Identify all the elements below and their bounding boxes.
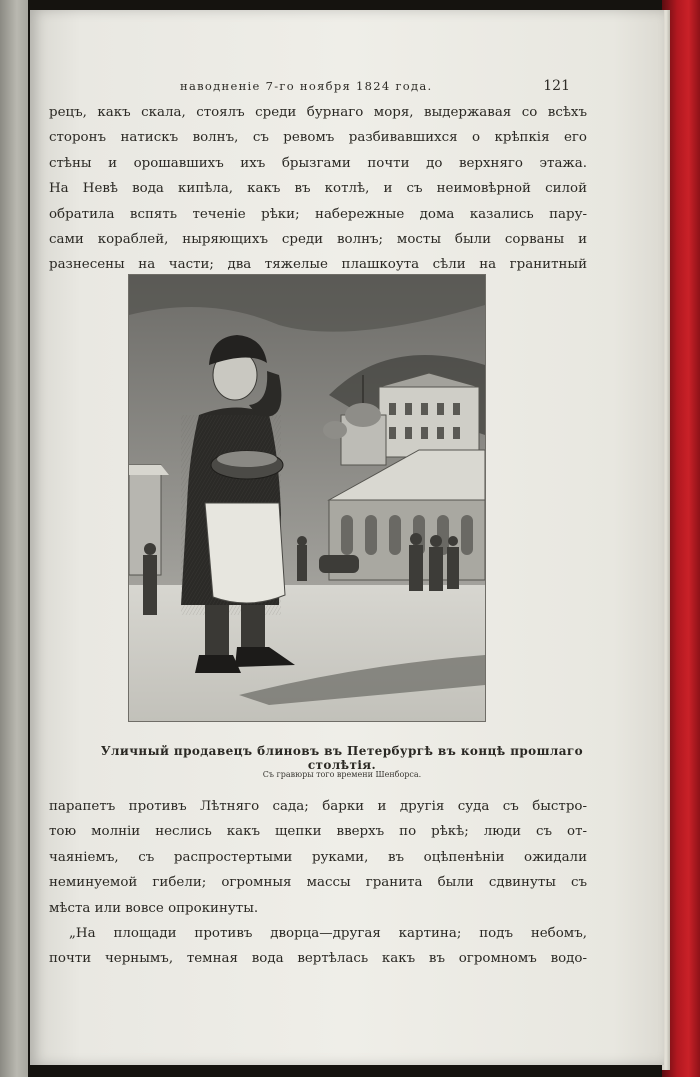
text-line: неминуемой гибели; огромныя массы гранита были сдвинуты съ bbox=[49, 875, 587, 891]
text-line: обратила вспять теченіе рѣки; набережные дома казались пару- bbox=[49, 206, 587, 222]
text-line: разнесены на части; два тяжелые плашкоута сѣли на гранитный bbox=[49, 257, 587, 273]
text-line: тою молніи неслись какъ щепки вверхъ по рѣкѣ; люди съ от- bbox=[49, 824, 587, 840]
running-head bbox=[180, 78, 570, 94]
text-line: рецъ, какъ скала, стоялъ среди бурнаго моря, выдержавая со всѣхъ bbox=[49, 105, 587, 120]
engraving-illustration bbox=[128, 274, 486, 722]
text-line: „На площади противъ дворца—другая картина; подъ небомъ, bbox=[69, 926, 587, 942]
text-line: чаяніемъ, съ распростертыми руками, въ оцѣпенѣніи ожидали bbox=[49, 849, 587, 865]
running-title: наводненіе 7-го ноября 1824 года. bbox=[180, 79, 433, 93]
text-line: парапетъ противъ Лѣтняго сада; барки и другія суда съ быстро- bbox=[49, 799, 587, 814]
body-text-top bbox=[49, 100, 587, 278]
text-line: мѣста или вовсе опрокинуты. bbox=[49, 900, 259, 916]
text-line: сторонъ натискъ волнъ, съ ревомъ разбивавшихся о крѣпкія его bbox=[49, 130, 587, 146]
text-line: На Невѣ вода кипѣла, какъ въ котлѣ, и съ неимовѣрной силой bbox=[49, 181, 587, 197]
text-line: почти чернымъ, темная вода вертѣлась какъ въ огромномъ водо- bbox=[49, 951, 587, 967]
body-text-bottom bbox=[49, 794, 587, 972]
text-line: стѣны и орошавшихъ ихъ брызгами почти до верхняго этажа. bbox=[49, 155, 587, 171]
street-vendor-engraving bbox=[129, 275, 485, 721]
text-line: сами кораблей, ныряющихъ среди волнъ; мосты были сорваны и bbox=[49, 232, 587, 248]
book-page bbox=[30, 10, 664, 1065]
illustration-credit: Съ гравюры того времени Шенборса. bbox=[262, 770, 422, 779]
previous-page-edge bbox=[0, 0, 28, 1077]
illustration-caption: Уличный продавецъ блиновъ въ Петербургѣ въ концѣ прошлаго столѣтія. bbox=[100, 744, 584, 772]
page-number: 121 bbox=[543, 78, 570, 94]
